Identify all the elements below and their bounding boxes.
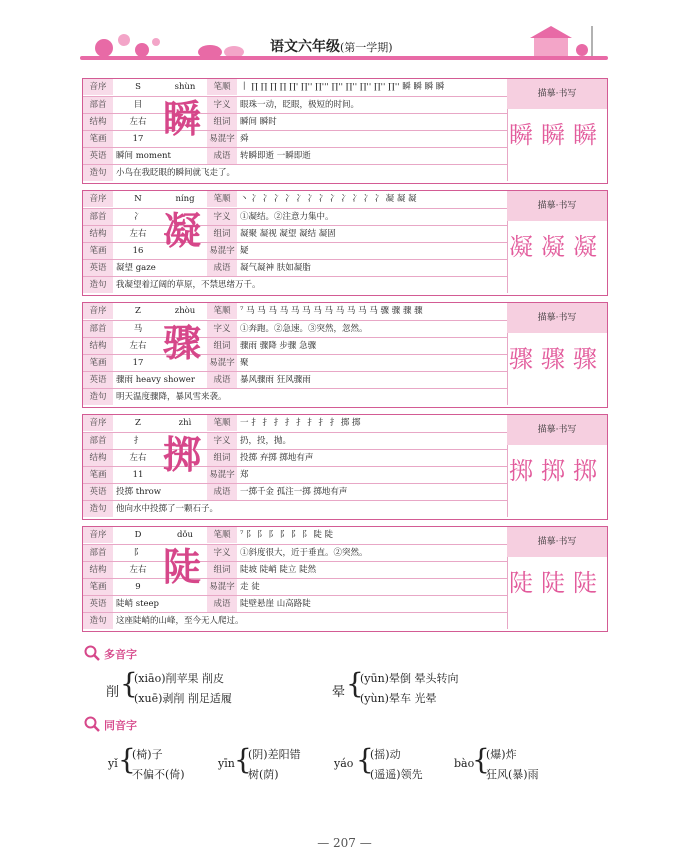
- value-jiegou: 左右: [129, 229, 147, 239]
- value-zuci: 陡坡 陡峭 陡立 陡然: [240, 565, 317, 575]
- miaomo-header: 描摹·书写: [507, 527, 607, 557]
- label-bishun: 笔顺: [207, 527, 237, 543]
- tongyinzi-pinyin: yīn: [218, 757, 235, 770]
- card-row: [83, 415, 507, 431]
- main-character: 凝: [162, 208, 201, 253]
- label-bihua: 笔画: [83, 131, 113, 147]
- value-ziyi: 扔，投，抛。: [240, 436, 292, 446]
- miaomo-header: 描摹·书写: [507, 79, 607, 109]
- card-row: [83, 79, 507, 95]
- label-bushou: 部首: [83, 545, 113, 561]
- value-ziyi: ①凝结。②注意力集中。: [240, 212, 334, 222]
- value-bishun: ⁷ 阝 阝 阝 阝 阝 阝 陡 陡: [240, 530, 334, 540]
- label-yihunzi: 易混字: [207, 467, 237, 483]
- value-yinxu: Z: [135, 418, 141, 428]
- value-ziyi: ①斜度很大，近于垂直。②突然。: [240, 548, 368, 558]
- value-zaoju: 明天温度骤降，暴风雪来袭。: [116, 392, 227, 402]
- value-bihua: 11: [132, 470, 144, 480]
- label-bihua: 笔画: [83, 355, 113, 371]
- card-row: [83, 113, 507, 130]
- label-zuci: 组词: [207, 562, 237, 578]
- value-bushou: 马: [133, 324, 143, 334]
- page-title: 语文六年级(第一学期): [270, 39, 393, 55]
- value-pinyin: zhì: [178, 418, 192, 428]
- label-bushou: 部首: [83, 209, 113, 225]
- label-zuci: 组词: [207, 450, 237, 466]
- house-decoration-right: [520, 24, 608, 60]
- label-yinxu: 音序: [83, 303, 113, 319]
- card-row: [83, 388, 507, 405]
- miaomo-header: 描摹·书写: [507, 191, 607, 221]
- value-zaoju: 他向水中投掷了一颗石子。: [116, 504, 219, 514]
- card-row: [83, 130, 507, 147]
- label-zuci: 组词: [207, 114, 237, 130]
- label-jiegou: 结构: [83, 226, 113, 242]
- value-bihua: 16: [132, 246, 144, 256]
- value-zaoju: 我凝望着辽阔的草原，不禁思绪万千。: [116, 280, 261, 290]
- value-chengyu: 暴风骤雨 狂风骤雨: [240, 375, 311, 385]
- value-zaoju: 这座陡峭的山峰，至今无人爬过。: [116, 616, 244, 626]
- duoyinzi-char-2: 晕: [332, 685, 346, 700]
- label-yinxu: 音序: [83, 527, 113, 543]
- label-zaoju: 造句: [83, 613, 113, 629]
- tongyinzi-line: (遥遥)领先: [370, 768, 423, 781]
- value-jiegou: 左右: [129, 341, 147, 351]
- value-zuci: 投掷 弃掷 掷地有声: [240, 453, 314, 463]
- card-row: [83, 544, 507, 561]
- card-row: [83, 466, 507, 483]
- card-row: [83, 320, 507, 337]
- label-yihunzi: 易混字: [207, 355, 237, 371]
- value-jiegou: 左右: [129, 117, 147, 127]
- label-jiegou: 结构: [83, 114, 113, 130]
- card-row: [83, 371, 507, 388]
- value-bihua: 17: [132, 358, 144, 368]
- value-ziyi: ①奔跑。②急速。③突然，忽然。: [240, 324, 368, 334]
- label-yihunzi: 易混字: [207, 579, 237, 595]
- card-row: [83, 500, 507, 517]
- duoyinzi-line: (yùn)晕车 光晕: [360, 692, 437, 705]
- char-card: [82, 78, 608, 184]
- tongyinzi-pinyin: yǐ: [108, 757, 118, 770]
- label-bushou: 部首: [83, 321, 113, 337]
- card-row: [83, 191, 507, 207]
- card-row: [83, 527, 507, 543]
- brace: {: [234, 743, 252, 776]
- value-yihunzi: 舜: [240, 134, 249, 144]
- tongyinzi-line: 狂风(暴)雨: [486, 768, 539, 781]
- label-chengyu: 成语: [207, 596, 237, 612]
- tongyinzi-line: (摇)动: [370, 748, 401, 761]
- value-yinxu: N: [134, 194, 142, 204]
- tongyinzi-line: 不偏不(倚): [132, 768, 185, 781]
- label-bishun: 笔顺: [207, 191, 237, 207]
- label-yinxu: 音序: [83, 191, 113, 207]
- value-bihua: 17: [132, 134, 144, 144]
- magnifier-icon: [84, 716, 100, 732]
- tracing-characters: 凝凝凝: [509, 233, 605, 261]
- label-bishun: 笔顺: [207, 79, 237, 95]
- tongyinzi-line: (阴)差阳错: [248, 748, 301, 761]
- value-jiegou: 左右: [129, 565, 147, 575]
- value-bihua: 9: [135, 582, 141, 592]
- card-row: [83, 483, 507, 500]
- magnifier-icon: [84, 645, 100, 661]
- section-title-duoyinzi: 多音字: [104, 648, 137, 661]
- card-row: [83, 242, 507, 259]
- label-zaoju: 造句: [83, 277, 113, 293]
- value-zaoju: 小鸟在我眨眼的瞬间就飞走了。: [116, 168, 236, 178]
- value-bushou: 目: [133, 100, 143, 110]
- value-yihunzi: 聚: [240, 358, 249, 368]
- label-yingyu: 英语: [83, 148, 113, 164]
- value-bushou: 阝: [133, 548, 143, 558]
- card-row: [83, 276, 507, 293]
- value-pinyin: shùn: [174, 82, 196, 92]
- main-character: 陡: [162, 544, 201, 589]
- tongyinzi-pinyin: bào: [454, 757, 475, 770]
- label-ziyi: 字义: [207, 209, 237, 225]
- section-title-tongyinzi: 同音字: [104, 719, 137, 732]
- brace: {: [346, 667, 364, 700]
- value-yingyu: 投掷 throw: [116, 487, 162, 497]
- tracing-characters: 骤骤骤: [509, 345, 605, 373]
- value-chengyu: 转瞬即逝 一瞬即逝: [240, 151, 311, 161]
- label-bihua: 笔画: [83, 467, 113, 483]
- label-yihunzi: 易混字: [207, 243, 237, 259]
- label-yingyu: 英语: [83, 484, 113, 500]
- card-row: [83, 432, 507, 449]
- label-jiegou: 结构: [83, 338, 113, 354]
- label-yinxu: 音序: [83, 415, 113, 431]
- value-ziyi: 眼珠一动，眨眼，极短的时间。: [240, 100, 360, 110]
- label-chengyu: 成语: [207, 148, 237, 164]
- char-card: [82, 414, 608, 520]
- label-zaoju: 造句: [83, 165, 113, 181]
- card-row: [83, 561, 507, 578]
- card-row: [83, 259, 507, 276]
- tracing-characters: 掷掷掷: [509, 457, 605, 485]
- card-row: [83, 337, 507, 354]
- miaomo-header: 描摹·书写: [507, 303, 607, 333]
- page-number: — 207 —: [317, 836, 372, 850]
- label-zaoju: 造句: [83, 501, 113, 517]
- tongyinzi-line: 树(荫): [248, 768, 279, 781]
- label-chengyu: 成语: [207, 484, 237, 500]
- label-bishun: 笔顺: [207, 303, 237, 319]
- label-zuci: 组词: [207, 226, 237, 242]
- tracing-characters: 瞬瞬瞬: [509, 121, 605, 149]
- card-row: [83, 578, 507, 595]
- label-ziyi: 字义: [207, 321, 237, 337]
- duoyinzi-line: (xuē)剥削 削足适履: [134, 692, 232, 705]
- value-bishun: 一 扌 扌 扌 扌 扌 扌 扌 扌 掷 掷: [240, 418, 361, 428]
- char-card: [82, 302, 608, 408]
- value-bushou: 扌: [133, 436, 143, 446]
- value-jiegou: 左右: [129, 453, 147, 463]
- card-row: [83, 208, 507, 225]
- value-yinxu: Z: [135, 306, 141, 316]
- label-bushou: 部首: [83, 433, 113, 449]
- duoyinzi-char-1: 削: [106, 685, 120, 700]
- label-ziyi: 字义: [207, 433, 237, 449]
- miaomo-header: 描摹·书写: [507, 415, 607, 445]
- label-ziyi: 字义: [207, 97, 237, 113]
- label-yingyu: 英语: [83, 372, 113, 388]
- label-chengyu: 成语: [207, 372, 237, 388]
- label-bishun: 笔顺: [207, 415, 237, 431]
- value-yihunzi: 疑: [240, 246, 249, 256]
- tongyinzi-line: (爆)炸: [486, 748, 517, 761]
- label-zaoju: 造句: [83, 389, 113, 405]
- value-pinyin: zhòu: [174, 306, 196, 316]
- value-zuci: 骤雨 骤降 步骤 急骤: [240, 341, 317, 351]
- card-row: [83, 354, 507, 371]
- value-bushou: 冫: [133, 212, 143, 222]
- label-yihunzi: 易混字: [207, 131, 237, 147]
- value-yingyu: 凝望 gaze: [116, 263, 156, 273]
- brace: {: [118, 743, 136, 776]
- tongyinzi-line: (椅)子: [132, 748, 163, 761]
- label-yinxu: 音序: [83, 79, 113, 95]
- duoyinzi-line: (xiāo)削苹果 削皮: [134, 672, 224, 685]
- value-yingyu: 陡峭 steep: [116, 599, 159, 609]
- value-pinyin: dǒu: [176, 530, 194, 540]
- value-pinyin: níng: [175, 194, 195, 204]
- value-yihunzi: 走 徒: [240, 582, 260, 592]
- main-character: 骤: [162, 320, 201, 365]
- label-jiegou: 结构: [83, 450, 113, 466]
- label-yingyu: 英语: [83, 596, 113, 612]
- brace: {: [472, 743, 490, 776]
- label-chengyu: 成语: [207, 260, 237, 276]
- value-yinxu: S: [135, 82, 141, 92]
- card-row: [83, 612, 507, 629]
- label-zuci: 组词: [207, 338, 237, 354]
- brace: {: [356, 743, 374, 776]
- value-zuci: 瞬间 瞬时: [240, 117, 277, 127]
- value-yinxu: D: [134, 530, 142, 540]
- char-card: [82, 526, 608, 632]
- value-zuci: 凝聚 凝视 凝望 凝结 凝固: [240, 229, 336, 239]
- value-yingyu: 瞬间 moment: [116, 151, 171, 161]
- value-chengyu: 陡壁悬崖 山高路陡: [240, 599, 311, 609]
- brace: {: [120, 667, 138, 700]
- value-bishun: 丨 ∏ ∏ ∏ ∏ ∏' ∏'' ∏''' ∏'' ∏'' ∏'' ∏'' ∏'' 瞬 瞬 瞬 瞬: [240, 82, 445, 92]
- main-character: 掷: [162, 432, 201, 477]
- value-chengyu: 一掷千金 孤注一掷 掷地有声: [240, 487, 348, 497]
- card-row: [83, 96, 507, 113]
- card-row: [83, 595, 507, 612]
- tongyinzi-pinyin: yáo: [334, 757, 354, 770]
- header-band: [80, 56, 608, 60]
- duoyinzi-line: (yūn)晕倒 晕头转向: [360, 672, 459, 685]
- label-bihua: 笔画: [83, 243, 113, 259]
- card-row: [83, 449, 507, 466]
- card-row: [83, 147, 507, 164]
- page-header: [80, 30, 608, 74]
- label-bihua: 笔画: [83, 579, 113, 595]
- value-bishun: 丶 冫 冫 冫 冫 冫 冫 冫 冫 冫 冫 冫 冫 凝 凝 凝: [240, 194, 417, 204]
- value-chengyu: 凝气凝神 肤如凝脂: [240, 263, 311, 273]
- label-jiegou: 结构: [83, 562, 113, 578]
- main-character: 瞬: [162, 96, 201, 141]
- char-card: [82, 190, 608, 296]
- label-ziyi: 字义: [207, 545, 237, 561]
- card-row: [83, 164, 507, 181]
- value-yihunzi: 郑: [240, 470, 249, 480]
- card-row: [83, 303, 507, 319]
- label-yingyu: 英语: [83, 260, 113, 276]
- value-bishun: ⁷ 马 马 马 马 马 马 马 马 马 马 马 马 骤 骤 骤 骤: [240, 306, 423, 316]
- value-yingyu: 骤雨 heavy shower: [116, 375, 195, 385]
- card-row: [83, 225, 507, 242]
- tracing-characters: 陡陡陡: [509, 569, 605, 597]
- label-bushou: 部首: [83, 97, 113, 113]
